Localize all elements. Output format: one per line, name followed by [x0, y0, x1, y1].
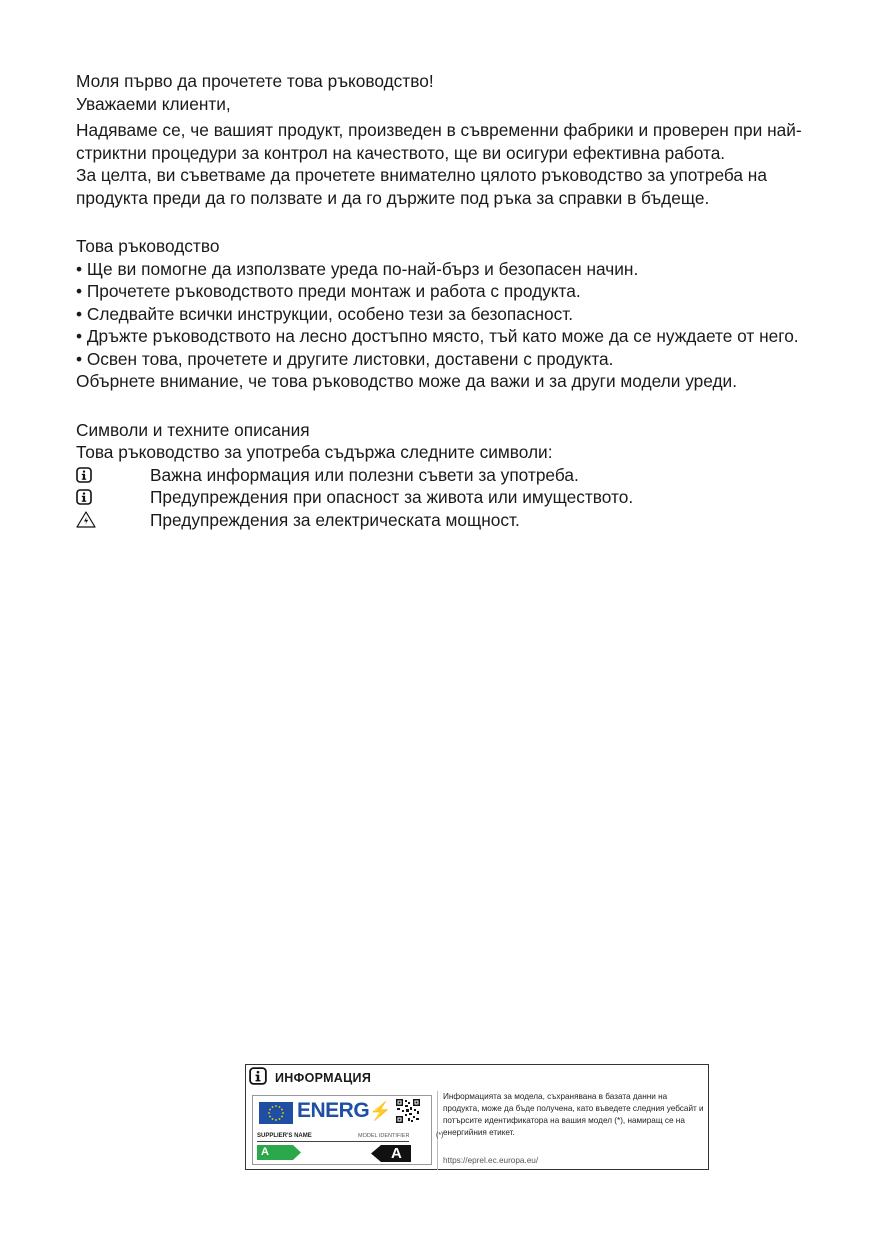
class-scale-letter: A [261, 1146, 269, 1158]
manual-note: Обърнете внимание, че това ръководство може да важи и за други модели уреди. [76, 371, 738, 391]
symbol-description: Предупреждения за електрическата мощност. [150, 509, 520, 530]
manual-bullet: • Дръжте ръководството на лесно достъпно място, тъй като може да се нуждаете от него. [76, 326, 799, 346]
class-scale-arrow [257, 1145, 301, 1165]
info-icon [249, 1067, 267, 1090]
info-box-description: Информацията за модела, съхранявана в базата данни на продукта, може да бъде получена, като въведете следния уебсайт и потърсите идентификатора на вашия модел (*), намиращ се на енергийния етикет. [443, 1092, 704, 1137]
model-identifier: MODEL IDENTIFIER [358, 1133, 410, 1139]
intro-paragraph-1: Надяваме се, че вашият продукт, произведен в съвременни фабрики и проверен при най-стриктни процедури за контрол на качеството, ще ви осигури ефективна работа. [76, 120, 802, 163]
symbol-row [76, 486, 816, 509]
energy-label [252, 1095, 444, 1165]
manual-bullet: • Ще ви помогне да използвате уреда по-най-бърз и безопасен начин. [76, 258, 639, 279]
symbol-row [76, 509, 816, 532]
model-leader-line [257, 1141, 409, 1142]
symbol-description: Предупреждения при опасност за живота или имуществото. [150, 487, 634, 507]
info-box-text [443, 1091, 705, 1139]
qr-code-icon [396, 1099, 420, 1123]
lightning-icon: ⚡ [369, 1101, 392, 1121]
energy-label-panel [246, 1091, 444, 1170]
symbols-heading: Символи и техните описания [76, 419, 310, 440]
manual-bullet: • Освен това, прочетете и другите листовки, доставени с продукта. [76, 348, 614, 369]
info-box-header [246, 1065, 708, 1091]
manual-page [76, 70, 816, 531]
symbols-intro: Това ръководство за употреба съдържа следните символи: [76, 442, 553, 462]
manual-bullet: • Следвайте всички инструкции, особено тези за безопасност. [76, 303, 574, 324]
information-box [245, 1064, 709, 1170]
info-icon [76, 489, 150, 505]
class-rating-arrow [371, 1145, 411, 1167]
greeting: Уважаеми клиенти, [76, 93, 231, 114]
symbol-description: Важна информация или полезни съвети за употреба. [150, 464, 579, 485]
reference-mark: (*) [436, 1132, 444, 1139]
eu-flag-icon [259, 1102, 293, 1124]
info-box-title: ИНФОРМАЦИЯ [275, 1071, 372, 1085]
manual-bullet: • Прочетете ръководството преди монтаж и работа с продукта. [76, 281, 581, 301]
electric-warning-icon [76, 511, 150, 528]
class-rating-letter: A [391, 1145, 402, 1162]
eprel-url[interactable]: https://eprel.ec.europa.eu/ [443, 1156, 539, 1165]
info-icon [76, 467, 150, 483]
supplier-name: SUPPLIER'S NAME [257, 1133, 312, 1139]
energy-logo [297, 1099, 392, 1125]
read-first-text: Моля първо да прочетете това ръководство! [76, 71, 434, 91]
manual-heading: Това ръководство [76, 236, 220, 256]
energy-logo-text: ENERG [297, 1099, 370, 1122]
intro-paragraph-2: За целта, ви съветваме да прочетете внимателно цялото ръководство за употреба на продукта преди да го ползвате и да го държите под ръка за справки в бъдеще. [76, 165, 767, 208]
symbol-row [76, 464, 816, 487]
